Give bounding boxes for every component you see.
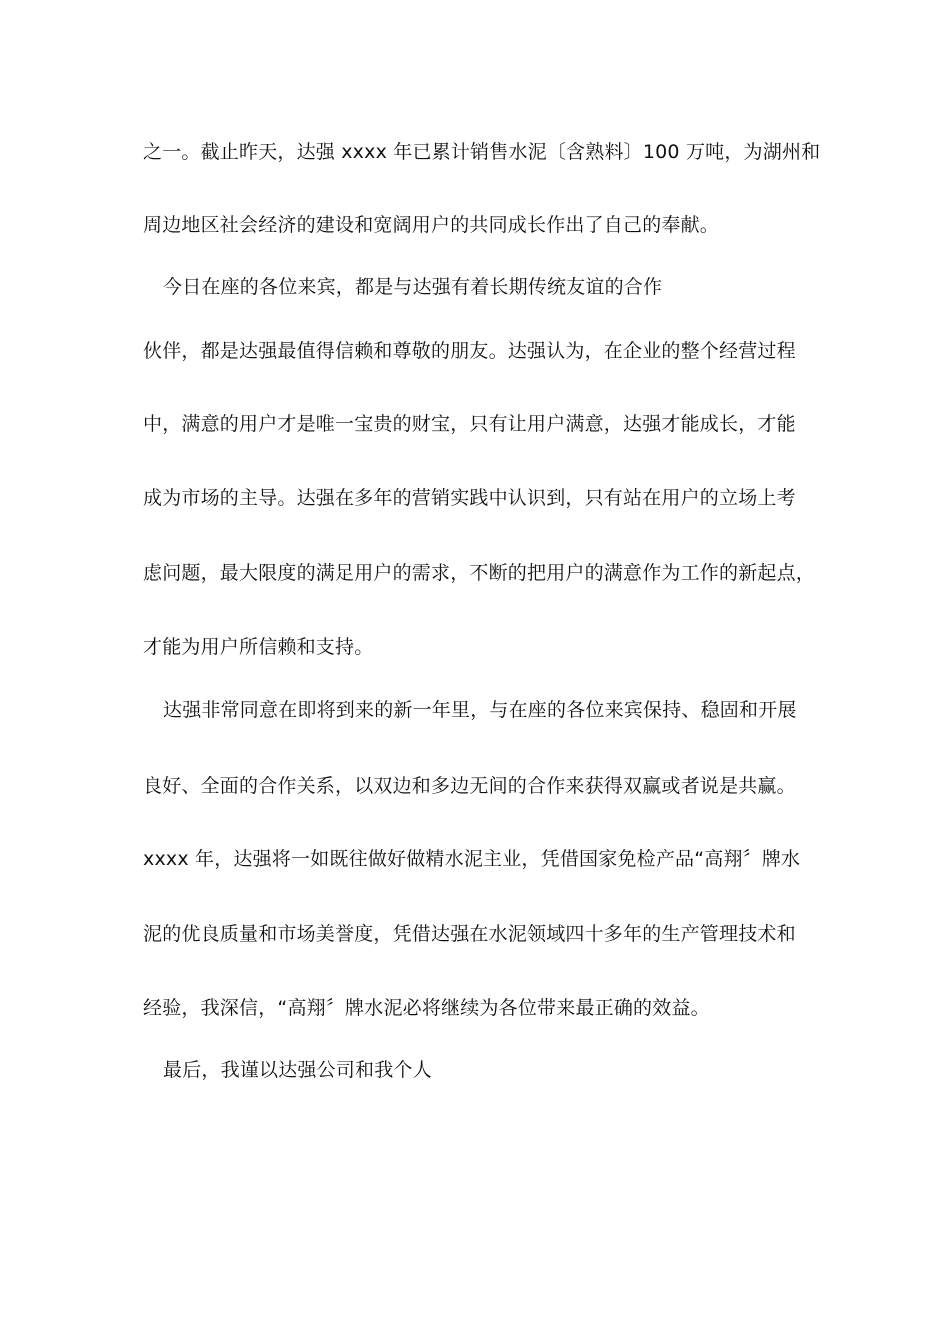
paragraph-line: 经验，我深信，“高翔〞牌水泥必将继续为各位带来最正确的效益。 <box>143 997 710 1019</box>
paragraph-line: 良好、全面的合作关系，以双边和多边无间的合作来获得双赢或者说是共赢。 <box>143 775 796 797</box>
paragraph-line: 伙伴，都是达强最值得信赖和尊敬的朋友。达强认为，在企业的整个经营过程 <box>143 340 796 362</box>
paragraph-line: 才能为用户所信赖和支持。 <box>143 636 374 658</box>
paragraph-line: 之一。截止昨天，达强 xxxx 年已累计销售水泥〔含熟料〕100 万吨，为湖州和 <box>143 141 821 163</box>
paragraph-line: 达强非常同意在即将到来的新一年里，与在座的各位来宾保持、稳固和开展 <box>163 699 797 721</box>
paragraph-line: 今日在座的各位来宾，都是与达强有着长期传统友谊的合作 <box>163 276 663 298</box>
paragraph-line: 成为市场的主导。达强在多年的营销实践中认识到，只有站在用户的立场上考 <box>143 487 796 509</box>
paragraph-line: 周边地区社会经济的建设和宽阔用户的共同成长作出了自己的奉献。 <box>143 214 720 236</box>
paragraph-line: 虑问题，最大限度的满足用户的需求，不断的把用户的满意作为工作的新起点， <box>143 562 816 584</box>
paragraph-line: 泥的优良质量和市场美誉度，凭借达强在水泥领域四十多年的生产管理技术和 <box>143 923 796 945</box>
paragraph-line: 最后，我谨以达强公司和我个人 <box>163 1059 432 1081</box>
paragraph-line: 中，满意的用户才是唯一宝贵的财宝，只有让用户满意，达强才能成长，才能 <box>143 413 796 435</box>
paragraph-line: xxxx 年，达强将一如既往做好做精水泥主业，凭借国家免检产品“高翔〞牌水 <box>143 848 801 870</box>
